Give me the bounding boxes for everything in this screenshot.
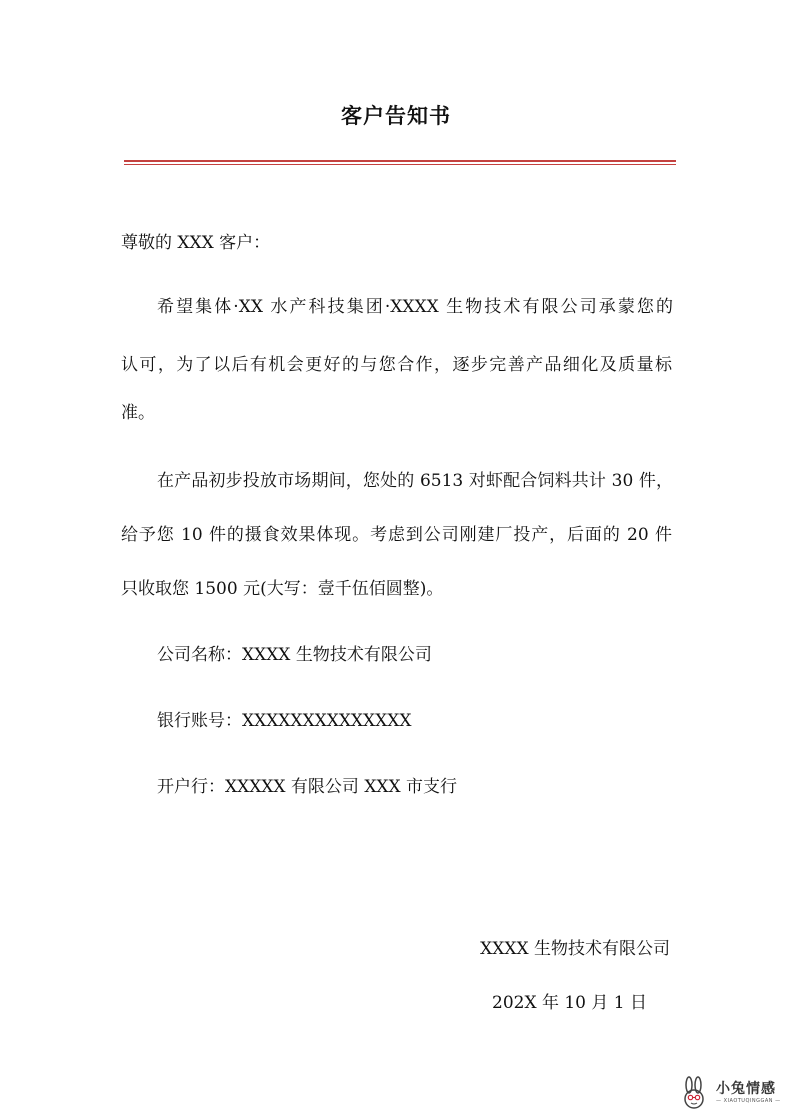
paragraph2-line1: 在产品初步投放市场期间，您处的 6513 对虾配合饲料共计 30 件， — [157, 471, 673, 491]
watermark — [676, 1076, 786, 1112]
signature-company: XXXX 生物技术有限公司 — [480, 939, 670, 959]
company-name-line: 公司名称：XXXX 生物技术有限公司 — [157, 645, 432, 665]
watermark-subtitle: — XIAOTUQINGGAN — — [716, 1098, 781, 1104]
paragraph1-line2: 认可，为了以后有机会更好的与您合作，逐步完善产品细化及质量标 — [121, 355, 672, 375]
signature-date: 202X 年 10 月 1 日 — [492, 993, 648, 1013]
title-divider-top — [124, 160, 676, 162]
paragraph2-line3: 只收取您 1500 元(大写：壹千伍佰圆整)。 — [121, 579, 444, 599]
bank-account-line: 银行账号：XXXXXXXXXXXXXX — [157, 711, 412, 731]
title-divider-bottom — [124, 164, 676, 165]
document-title: 客户告知书 — [341, 103, 451, 128]
salutation: 尊敬的 XXX 客户： — [121, 233, 271, 253]
paragraph2-line2: 给予您 10 件的摄食效果体现。考虑到公司刚建厂投产，后面的 20 件 — [121, 525, 672, 545]
watermark-brand: 小兔情感 — [716, 1081, 776, 1097]
rabbit-icon — [676, 1076, 712, 1112]
paragraph1-line3: 准。 — [121, 403, 155, 423]
paragraph1-line1: 希望集体·XX 水产科技集团·XXXX 生物技术有限公司承蒙您的 — [157, 297, 673, 317]
bank-branch-line: 开户行：XXXXX 有限公司 XXX 市支行 — [157, 777, 458, 797]
